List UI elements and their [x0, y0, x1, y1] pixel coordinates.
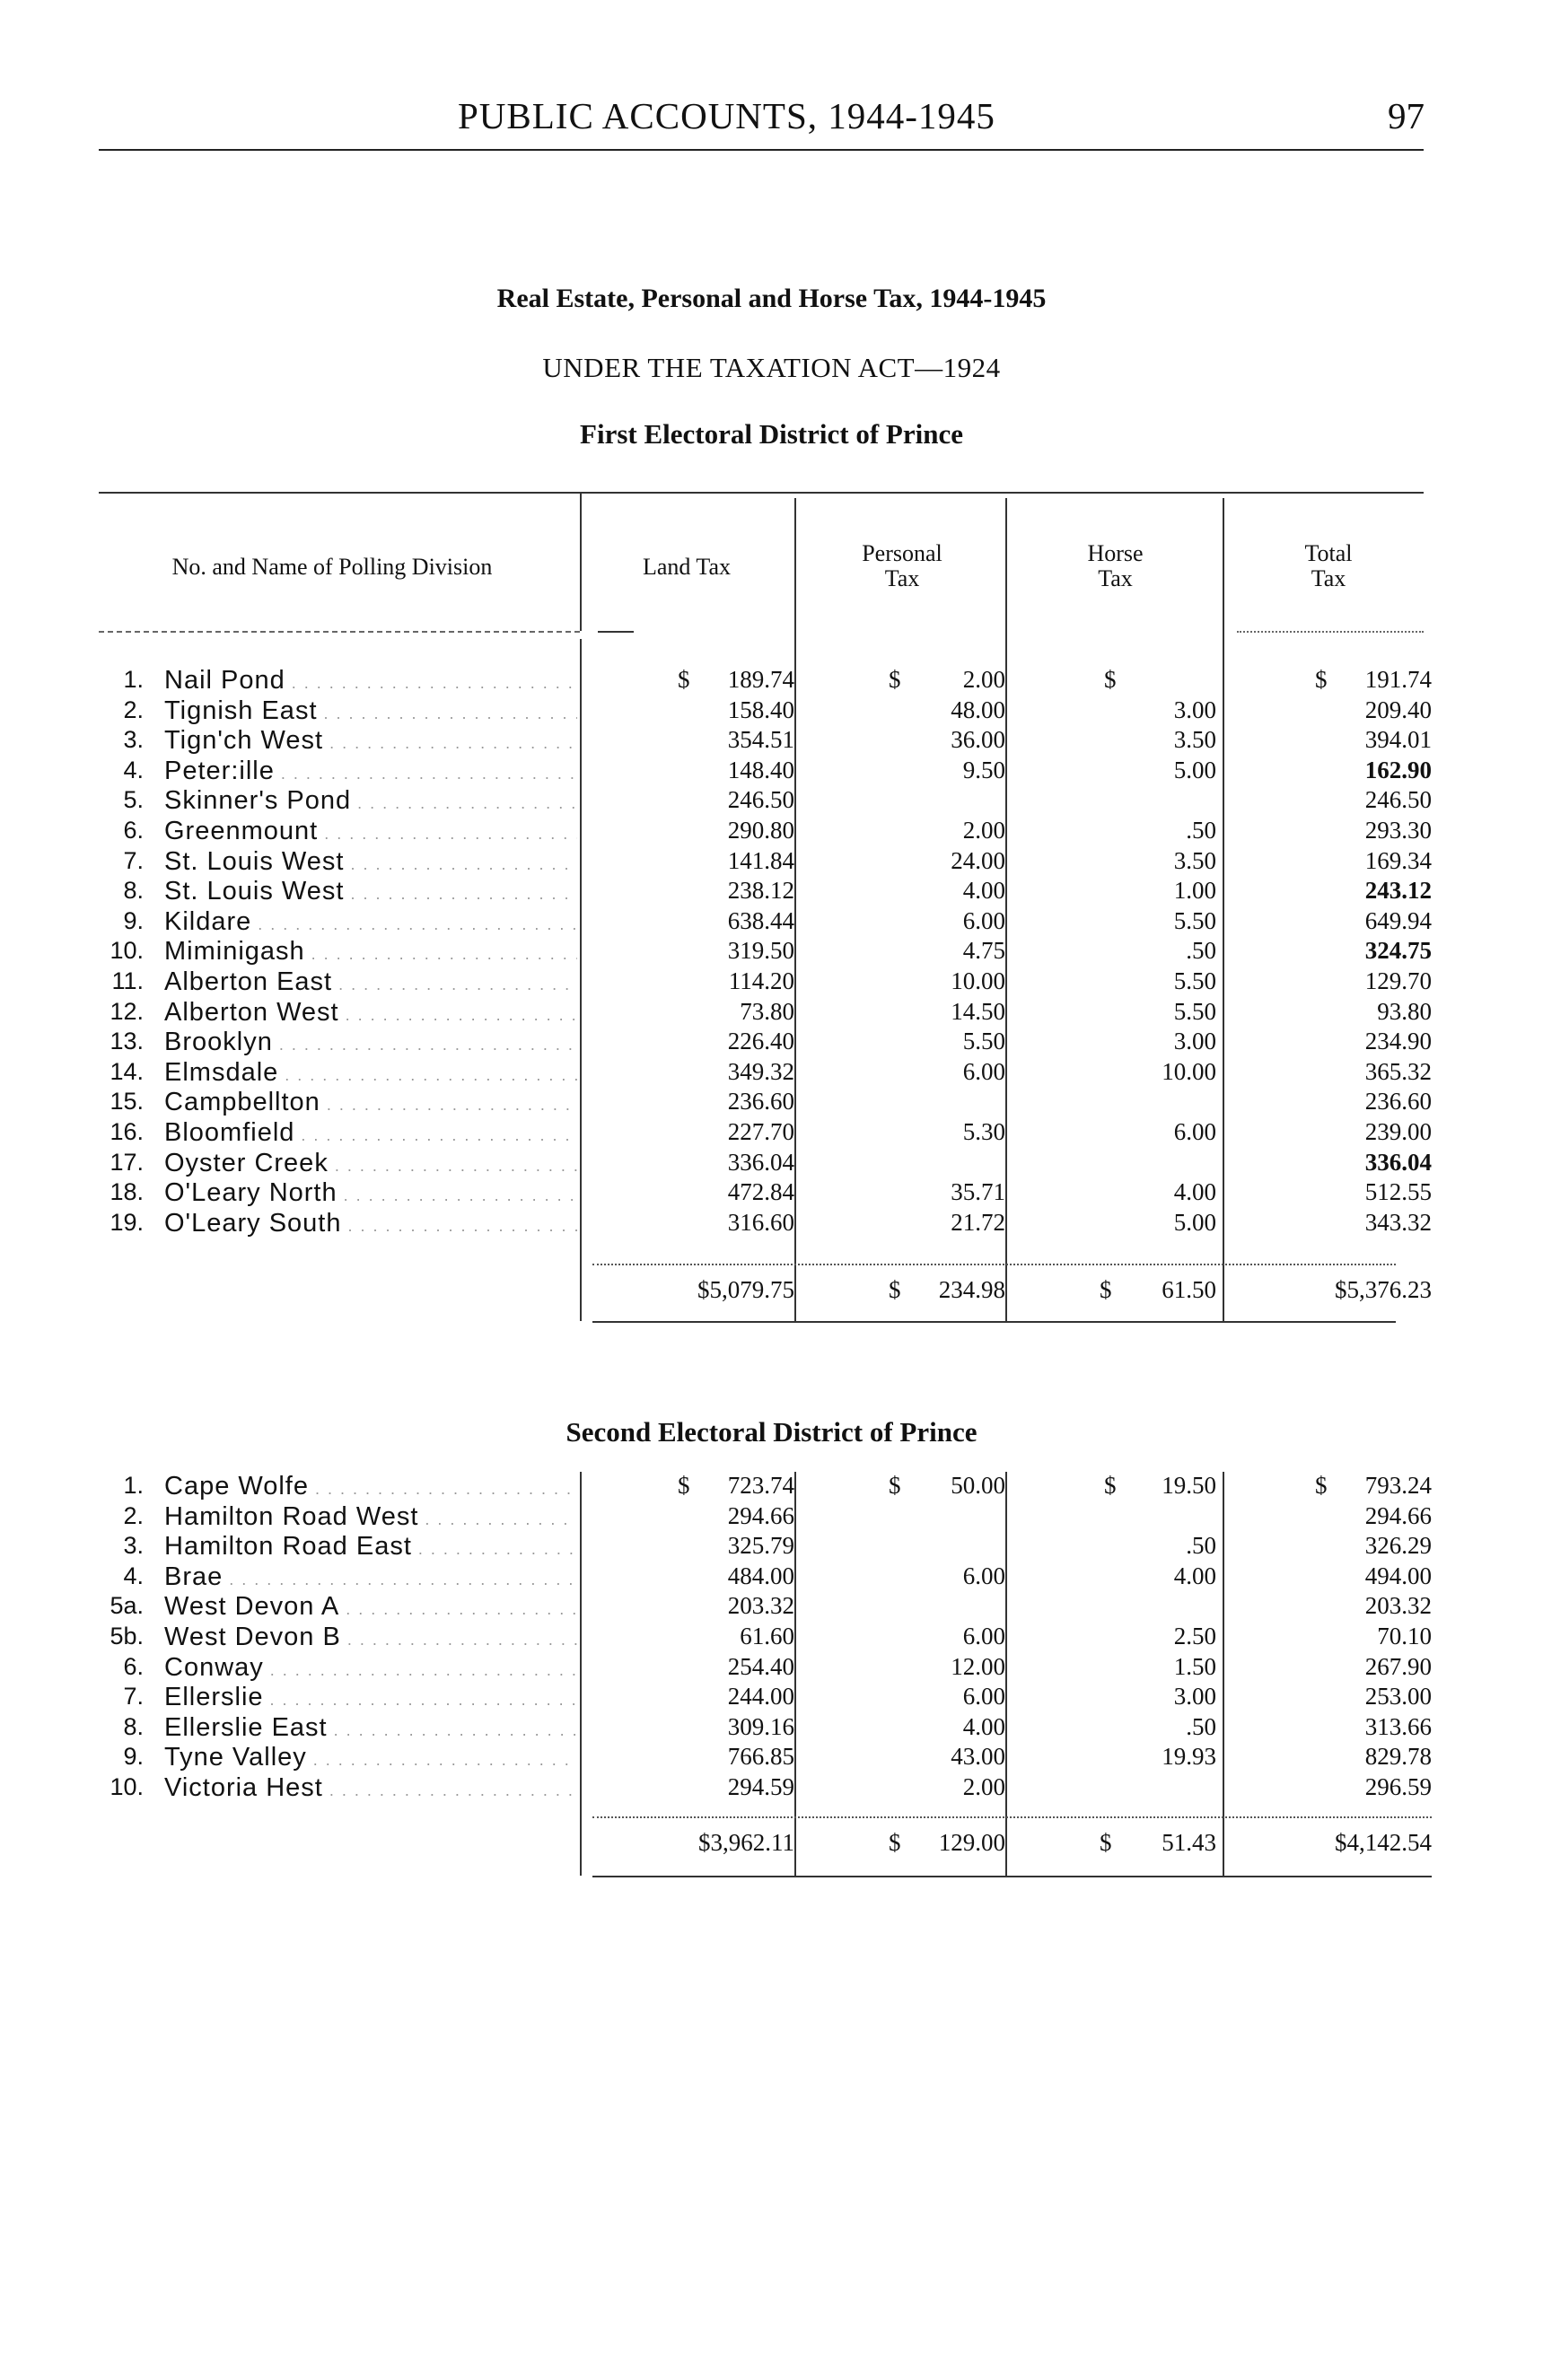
polling-division-name: Tyne Valley . . .	[164, 1743, 577, 1772]
row-number: 15.	[110, 1088, 144, 1116]
table-row	[0, 1592, 1543, 1623]
polling-division-name: Skinner's Pond . . .	[164, 786, 577, 816]
column-divider	[580, 639, 582, 1321]
personal-tax-cell: 35.71	[951, 1178, 1005, 1206]
district-1-title: First Electoral District of Prince	[580, 418, 963, 450]
column-divider	[794, 639, 796, 1321]
land-tax-cell: 290.80	[727, 817, 794, 844]
row-number: 6.	[123, 1652, 144, 1680]
act-subtitle: UNDER THE TAXATION ACT—1924	[542, 352, 1001, 383]
total-tax-cell: 365.32	[1364, 1057, 1432, 1085]
column-divider	[794, 1472, 796, 1876]
land-tax-cell: 227.70	[727, 1118, 794, 1145]
horse-tax-cell: 5.50	[1173, 997, 1216, 1025]
currency-symbol: $	[1100, 1276, 1112, 1303]
table-row	[0, 1532, 1543, 1562]
currency-symbol: $	[1100, 1829, 1112, 1856]
total-tax-cell: 296.59	[1364, 1773, 1432, 1800]
total-tax-cell: 246.50	[1364, 786, 1432, 814]
totals-row	[0, 1276, 1543, 1307]
row-number: 14.	[110, 1057, 144, 1085]
personal-tax-total: 234.98	[938, 1276, 1005, 1303]
total-tax-cell: 293.30	[1364, 817, 1432, 844]
horse-tax-total: 51.43	[1162, 1829, 1216, 1856]
row-number: 9.	[123, 1743, 144, 1771]
polling-division-name: Alberton West . . .	[164, 998, 577, 1028]
horse-tax-cell: 3.00	[1173, 1028, 1216, 1055]
land-tax-cell: 294.66	[727, 1501, 794, 1529]
column-header-total-line2: Tax	[1311, 565, 1346, 591]
polling-division-name: Tign'ch West . . .	[164, 726, 577, 756]
column-header-horse-line2: Tax	[1098, 565, 1133, 591]
total-tax-cell: 243.12	[1364, 877, 1432, 905]
row-number: 5b.	[110, 1623, 144, 1649]
polling-division-name: Hamilton Road East . . .	[164, 1532, 577, 1562]
table-row	[0, 1623, 1543, 1653]
table-row	[0, 1028, 1543, 1058]
table-row	[0, 907, 1543, 938]
land-tax-cell: 254.40	[727, 1652, 794, 1680]
land-tax-cell: 354.51	[727, 726, 794, 754]
row-number: 1.	[123, 1472, 144, 1499]
table-row	[0, 696, 1543, 727]
table-header-bottom-rule	[99, 631, 580, 633]
grand-total: $4,142.54	[1335, 1829, 1432, 1856]
table-row	[0, 967, 1543, 998]
polling-division-name: Kildare . . .	[164, 907, 577, 937]
land-tax-cell: 638.44	[727, 906, 794, 934]
horse-tax-cell: 19.50	[1162, 1472, 1216, 1499]
total-tax-cell: 793.24	[1364, 1472, 1432, 1499]
column-header-division: No. and Name of Polling Division	[171, 554, 493, 580]
polling-division-name: St. Louis West . . .	[164, 847, 577, 877]
table-row	[0, 1653, 1543, 1684]
table-header-divider	[794, 498, 796, 642]
second-district-total-rule	[592, 1816, 1432, 1818]
table-row	[0, 877, 1543, 907]
horse-tax-total: 61.50	[1162, 1276, 1216, 1303]
table-header-divider	[1005, 498, 1007, 642]
total-tax-cell: 162.90	[1364, 756, 1432, 783]
horse-tax-cell: 3.00	[1173, 1683, 1216, 1711]
horse-tax-cell: 5.00	[1173, 756, 1216, 783]
personal-tax-cell: 43.00	[951, 1743, 1005, 1771]
table-row	[0, 847, 1543, 878]
row-number: 4.	[123, 756, 144, 783]
land-tax-cell: 294.59	[727, 1773, 794, 1800]
personal-tax-cell: 4.00	[962, 1712, 1005, 1740]
table-header-bottom-rule	[1237, 631, 1424, 633]
total-tax-cell: 494.00	[1364, 1562, 1432, 1589]
personal-tax-cell: 6.00	[962, 1057, 1005, 1085]
total-tax-cell: 239.00	[1364, 1118, 1432, 1145]
polling-division-name: Ellerslie . . .	[164, 1683, 577, 1712]
total-tax-cell: 253.00	[1364, 1683, 1432, 1711]
polling-division-name: Hamilton Road West . . .	[164, 1502, 577, 1532]
row-number: 5.	[123, 786, 144, 814]
horse-tax-cell: .50	[1186, 1712, 1216, 1740]
personal-tax-cell: 21.72	[951, 1208, 1005, 1236]
land-tax-cell: 141.84	[727, 846, 794, 874]
personal-tax-cell: 2.00	[962, 666, 1005, 693]
table-row	[0, 1562, 1543, 1593]
column-header-total-line1: Total	[1304, 540, 1353, 566]
polling-division-name: West Devon B . . .	[164, 1623, 577, 1652]
land-tax-cell: 236.60	[727, 1088, 794, 1116]
column-header-total	[1230, 541, 1427, 591]
second-district-end-rule	[592, 1876, 1432, 1877]
row-number: 9.	[123, 906, 144, 934]
total-tax-cell: 294.66	[1364, 1501, 1432, 1529]
currency-symbol: $	[889, 1276, 901, 1303]
horse-tax-cell: .50	[1186, 1532, 1216, 1560]
total-tax-cell: 326.29	[1364, 1532, 1432, 1560]
land-tax-cell: 189.74	[727, 666, 794, 693]
land-tax-cell: 226.40	[727, 1028, 794, 1055]
column-divider	[580, 1472, 582, 1876]
district-2-title: Second Electoral District of Prince	[565, 1416, 978, 1448]
table-row	[0, 1743, 1543, 1773]
table-row	[0, 1058, 1543, 1089]
column-divider	[1005, 639, 1007, 1321]
land-tax-cell: 61.60	[740, 1623, 794, 1649]
personal-tax-cell: 2.00	[962, 1773, 1005, 1800]
land-tax-cell: 246.50	[727, 786, 794, 814]
personal-tax-cell: 14.50	[951, 997, 1005, 1025]
row-number: 7.	[123, 846, 144, 874]
table-row	[0, 726, 1543, 757]
horse-tax-cell: .50	[1186, 817, 1216, 844]
table-row	[0, 817, 1543, 847]
total-tax-cell: 512.55	[1364, 1178, 1432, 1206]
table-top-rule	[99, 492, 1424, 494]
personal-tax-cell: 24.00	[951, 846, 1005, 874]
personal-tax-cell: 5.50	[962, 1028, 1005, 1055]
land-tax-cell: 484.00	[727, 1562, 794, 1589]
total-tax-cell: 93.80	[1377, 997, 1432, 1025]
total-tax-cell: 649.94	[1364, 906, 1432, 934]
horse-tax-cell: 19.93	[1162, 1743, 1216, 1771]
land-tax-cell: 325.79	[727, 1532, 794, 1560]
polling-division-name: Miminigash . . .	[164, 937, 577, 967]
land-tax-cell: 114.20	[728, 967, 794, 994]
polling-division-name: Peter:ille . . .	[164, 757, 577, 786]
total-tax-cell: 394.01	[1364, 726, 1432, 754]
total-tax-cell: 169.34	[1364, 846, 1432, 874]
currency-symbol: $	[678, 666, 690, 693]
polling-division-name: Alberton East . . .	[164, 967, 577, 997]
row-number: 2.	[123, 696, 144, 723]
polling-division-name: Nail Pond . . .	[164, 666, 577, 696]
table-row	[0, 937, 1543, 967]
polling-division-name: Elmsdale . . .	[164, 1058, 577, 1088]
table-header-bottom-rule	[598, 631, 634, 633]
personal-tax-cell: 4.00	[962, 877, 1005, 905]
polling-division-name: Conway . . .	[164, 1653, 577, 1683]
row-number: 13.	[110, 1028, 144, 1055]
column-header-land: Land Tax	[642, 554, 732, 580]
horse-tax-cell: 3.50	[1173, 846, 1216, 874]
currency-symbol: $	[889, 1472, 901, 1499]
totals-row	[0, 1829, 1543, 1859]
personal-tax-cell: 2.00	[962, 817, 1005, 844]
running-head: PUBLIC ACCOUNTS, 1944-1945	[458, 95, 995, 136]
row-number: 17.	[110, 1148, 144, 1176]
personal-tax-cell: 6.00	[962, 1623, 1005, 1649]
polling-division-name: Campbellton . . .	[164, 1088, 577, 1117]
table-row	[0, 1088, 1543, 1118]
horse-tax-cell: 5.50	[1173, 967, 1216, 994]
row-number: 3.	[123, 726, 144, 754]
row-number: 8.	[123, 1712, 144, 1740]
total-tax-cell: 234.90	[1364, 1028, 1432, 1055]
row-number: 4.	[123, 1562, 144, 1589]
page-number: 97	[1388, 95, 1425, 136]
row-number: 18.	[110, 1178, 144, 1206]
land-tax-cell: 723.74	[727, 1472, 794, 1499]
land-tax-cell: 244.00	[727, 1683, 794, 1711]
horse-tax-cell: 10.00	[1162, 1057, 1216, 1085]
polling-division-name: Brooklyn . . .	[164, 1028, 577, 1057]
land-tax-cell: 203.32	[727, 1592, 794, 1620]
table-row	[0, 1502, 1543, 1533]
total-tax-cell: 324.75	[1364, 937, 1432, 965]
total-tax-cell: 829.78	[1364, 1743, 1432, 1771]
horse-tax-cell: 4.00	[1173, 1178, 1216, 1206]
first-district-end-rule	[592, 1321, 1396, 1323]
land-tax-cell: 158.40	[727, 696, 794, 723]
personal-tax-cell: 6.00	[962, 1683, 1005, 1711]
personal-tax-cell: 50.00	[951, 1472, 1005, 1499]
row-number: 10.	[110, 937, 144, 965]
table-header-divider	[1223, 498, 1224, 642]
polling-division-name: Greenmount . . .	[164, 817, 577, 846]
polling-division-name: O'Leary South . . .	[164, 1209, 577, 1238]
total-tax-cell: 236.60	[1364, 1088, 1432, 1116]
header-rule	[99, 149, 1424, 151]
currency-symbol: $	[1315, 1472, 1328, 1499]
land-tax-cell: 319.50	[727, 937, 794, 965]
currency-symbol: $	[889, 1829, 901, 1856]
currency-symbol: $	[678, 1472, 690, 1499]
main-title: Real Estate, Personal and Horse Tax, 1944-1945	[496, 284, 1047, 313]
land-tax-cell: 238.12	[727, 877, 794, 905]
land-tax-cell: 309.16	[727, 1712, 794, 1740]
table-header-divider	[580, 492, 582, 631]
polling-division-name: O'Leary North . . .	[164, 1178, 577, 1208]
total-tax-cell: 336.04	[1364, 1148, 1432, 1176]
table-row	[0, 998, 1543, 1028]
personal-tax-cell: 36.00	[951, 726, 1005, 754]
horse-tax-cell: 5.50	[1173, 906, 1216, 934]
personal-tax-cell: 4.75	[962, 937, 1005, 965]
polling-division-name: Victoria Hest . . .	[164, 1773, 577, 1803]
horse-tax-cell: 2.50	[1173, 1623, 1216, 1649]
column-header-personal	[803, 541, 1001, 591]
table-row	[0, 1713, 1543, 1744]
personal-tax-cell: 12.00	[951, 1652, 1005, 1680]
row-number: 7.	[123, 1683, 144, 1711]
column-divider	[1005, 1472, 1007, 1876]
currency-symbol: $	[1104, 1472, 1117, 1499]
table-row	[0, 1178, 1543, 1209]
personal-tax-cell: 10.00	[951, 967, 1005, 994]
total-tax-cell: 191.74	[1364, 666, 1432, 693]
row-number: 19.	[110, 1208, 144, 1236]
table-row	[0, 1472, 1543, 1502]
land-tax-cell: 316.60	[727, 1208, 794, 1236]
table-row	[0, 666, 1543, 696]
polling-division-name: St. Louis West . . .	[164, 877, 577, 906]
polling-division-name: West Devon A . . .	[164, 1592, 577, 1622]
polling-division-name: Oyster Creek . . .	[164, 1149, 577, 1178]
polling-division-name: Brae . . .	[164, 1562, 577, 1592]
total-tax-cell: 343.32	[1364, 1208, 1432, 1236]
personal-tax-cell: 5.30	[962, 1118, 1005, 1145]
row-number: 6.	[123, 817, 144, 844]
row-number: 2.	[123, 1501, 144, 1529]
table-row	[0, 757, 1543, 787]
row-number: 5a.	[110, 1592, 144, 1620]
land-tax-cell: 148.40	[727, 756, 794, 783]
row-number: 1.	[123, 666, 144, 693]
total-tax-cell: 313.66	[1364, 1712, 1432, 1740]
land-tax-cell: 73.80	[740, 997, 794, 1025]
table-row	[0, 1209, 1543, 1239]
currency-symbol: $	[1315, 666, 1328, 693]
currency-symbol: $	[889, 666, 901, 693]
column-divider	[1223, 639, 1224, 1321]
column-header-horse-line1: Horse	[1087, 540, 1144, 566]
table-row	[0, 1118, 1543, 1149]
row-number: 3.	[123, 1532, 144, 1560]
personal-tax-cell: 48.00	[951, 696, 1005, 723]
land-tax-cell: 336.04	[727, 1148, 794, 1176]
horse-tax-cell: 1.50	[1173, 1652, 1216, 1680]
polling-division-name: Bloomfield . . .	[164, 1118, 577, 1148]
horse-tax-cell: 1.00	[1173, 877, 1216, 905]
row-number: 16.	[110, 1118, 144, 1145]
table-row	[0, 1773, 1543, 1804]
polling-division-name: Tignish East . . .	[164, 696, 577, 726]
land-tax-cell: 472.84	[727, 1178, 794, 1206]
total-tax-cell: 209.40	[1364, 696, 1432, 723]
horse-tax-cell: 4.00	[1173, 1562, 1216, 1589]
total-tax-cell: 203.32	[1364, 1592, 1432, 1620]
polling-division-name: Ellerslie East . . .	[164, 1713, 577, 1743]
polling-division-name: Cape Wolfe . . .	[164, 1472, 577, 1501]
land-tax-cell: 349.32	[727, 1057, 794, 1085]
personal-tax-total: 129.00	[938, 1829, 1005, 1856]
total-tax-cell: 70.10	[1377, 1623, 1432, 1649]
column-header-personal-line2: Tax	[884, 565, 920, 591]
currency-symbol: $	[1104, 666, 1117, 693]
table-row	[0, 786, 1543, 817]
horse-tax-cell: 5.00	[1173, 1208, 1216, 1236]
column-divider	[1223, 1472, 1224, 1876]
row-number: 12.	[110, 997, 144, 1025]
personal-tax-cell: 6.00	[962, 1562, 1005, 1589]
row-number: 11.	[111, 967, 144, 994]
personal-tax-cell: 9.50	[962, 756, 1005, 783]
row-number: 8.	[123, 877, 144, 905]
horse-tax-cell: .50	[1186, 937, 1216, 965]
grand-total: $5,376.23	[1335, 1276, 1432, 1303]
total-tax-cell: 267.90	[1364, 1652, 1432, 1680]
horse-tax-cell: 6.00	[1173, 1118, 1216, 1145]
personal-tax-cell: 6.00	[962, 906, 1005, 934]
first-district-total-rule	[592, 1264, 1396, 1265]
horse-tax-cell: 3.50	[1173, 726, 1216, 754]
table-row	[0, 1683, 1543, 1713]
horse-tax-cell: 3.00	[1173, 696, 1216, 723]
column-header-horse	[1014, 541, 1216, 591]
row-number: 10.	[110, 1773, 144, 1800]
land-tax-total: $3,962.11	[698, 1829, 794, 1856]
table-row	[0, 1149, 1543, 1179]
column-header-personal-line1: Personal	[862, 540, 942, 566]
land-tax-total: $5,079.75	[697, 1276, 794, 1303]
total-tax-cell: 129.70	[1364, 967, 1432, 994]
land-tax-cell: 766.85	[727, 1743, 794, 1771]
